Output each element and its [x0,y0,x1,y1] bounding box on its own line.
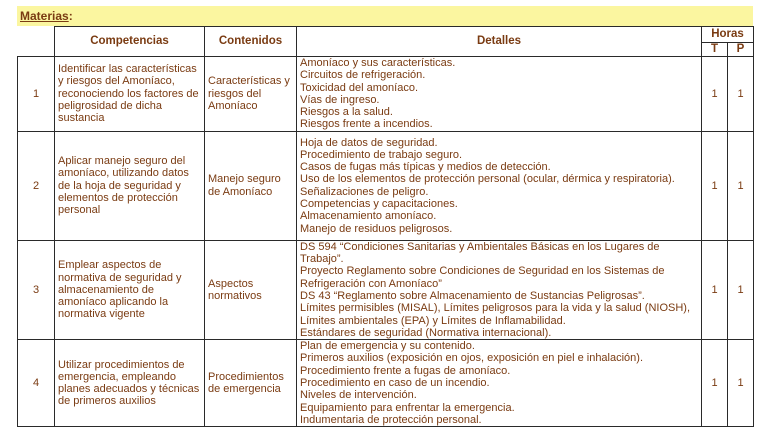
detalle-item: Riesgos frente a incendios. [300,118,433,131]
horas-t-cell: 1 [702,240,728,339]
detalle-item: Vías de ingreso. [300,93,380,106]
detalle-item: Competencias y capacitaciones. [300,198,458,211]
detalle-item: Estándares de seguridad (Normativa internacional). [300,326,552,339]
table-row [18,131,754,240]
detalles-cell [297,340,702,427]
col-header-detalles: Detalles [297,27,702,57]
detalle-item: DS 43 “Reglamento sobre Almacenamiento de Sustancias Peligrosas”. [300,289,645,302]
detalle-item: Hoja de datos de seguridad. [300,136,438,149]
table-header-row [18,27,754,43]
detalle-item: Proyecto Reglamento sobre Condiciones de Seguridad en los Sistemas de Refrigeración con Amoníaco” [300,265,665,290]
detalles-cell [297,57,702,132]
horas-p-cell: 1 [728,240,754,339]
detalle-item: Plan de emergencia y su contenido. [300,340,475,353]
section-header [17,6,753,26]
col-header-horas: Horas [702,27,754,43]
horas-t-cell: 1 [702,340,728,427]
table-row [18,240,754,339]
section-title: Materias: [20,9,73,23]
corner-cell [18,27,55,57]
detalle-item: Indumentaria de protección personal. [300,413,482,426]
horas-t-cell: 1 [702,131,728,240]
horas-p-cell: 1 [728,57,754,132]
col-header-t: T [702,43,728,57]
detalles-cell [297,240,702,339]
detalle-item: Procedimiento frente a fugas de amoníaco. [300,364,511,377]
detalle-item: Uso de los elementos de protección personal (ocular, dérmica y respiratoria). [300,173,675,186]
detalle-item: Límites permisibles (MISAL), Límites peligrosos para la vida y la salud (NIOSH), Límites ambientales (EPA) y Límites de Inflamabilidad. [300,302,691,327]
detalle-item: Amoníaco y sus características. [300,57,456,69]
row-number: 3 [18,240,55,339]
materias-table [17,26,754,427]
detalle-item: Procedimiento en caso de un incendio. [300,377,490,390]
competencia-cell: Emplear aspectos de normativa de seguridad y almacenamiento de amoníaco aplicando la normativa vigente [55,240,205,339]
table-row [18,57,754,132]
detalles-cell [297,131,702,240]
contenido-cell: Procedimientos de emergencia [205,340,297,427]
horas-p-cell: 1 [728,340,754,427]
detalle-item: Equipamiento para enfrentar la emergencia. [300,401,515,414]
horas-t-cell: 1 [702,57,728,132]
detalle-item: Primeros auxilios (exposición en ojos, exposición en piel e inhalación). [300,352,644,365]
detalle-item: Riesgos a la salud. [300,106,393,119]
col-header-p: P [728,43,754,57]
detalle-item: DS 594 “Condiciones Sanitarias y Ambientales Básicas en los Lugares de Trabajo”. [300,240,660,266]
row-number: 4 [18,340,55,427]
competencia-cell: Aplicar manejo seguro del amoníaco, utilizando datos de la hoja de seguridad y elementos de protección personal [55,131,205,240]
contenido-cell: Características y riesgos del Amoníaco [205,57,297,132]
detalle-item: Niveles de intervención. [300,389,417,402]
detalle-item: Almacenamiento amoníaco. [300,210,437,223]
detalle-item: Circuitos de refrigeración. [300,69,426,82]
col-header-competencias: Competencias [55,27,205,57]
competencia-cell: Utilizar procedimientos de emergencia, empleando planes adecuados y técnicas de primeros auxilios [55,340,205,427]
contenido-cell: Aspectos normativos [205,240,297,339]
detalle-item: Toxicidad del amoníaco. [300,81,419,94]
table-row [18,340,754,427]
row-number: 1 [18,57,55,132]
competencia-cell: Identificar las características y riesgos del Amoníaco, reconociendo los factores de peligrosidad de dicha sustancia [55,57,205,132]
contenido-cell: Manejo seguro de Amoníaco [205,131,297,240]
row-number: 2 [18,131,55,240]
detalle-item: Procedimiento de trabajo seguro. [300,148,463,161]
detalle-item: Casos de fugas más típicas y medios de detección. [300,161,551,174]
col-header-contenidos: Contenidos [205,27,297,57]
horas-p-cell: 1 [728,131,754,240]
detalle-item: Manejo de residuos peligrosos. [300,222,453,235]
detalle-item: Señalizaciones de peligro. [300,185,429,198]
